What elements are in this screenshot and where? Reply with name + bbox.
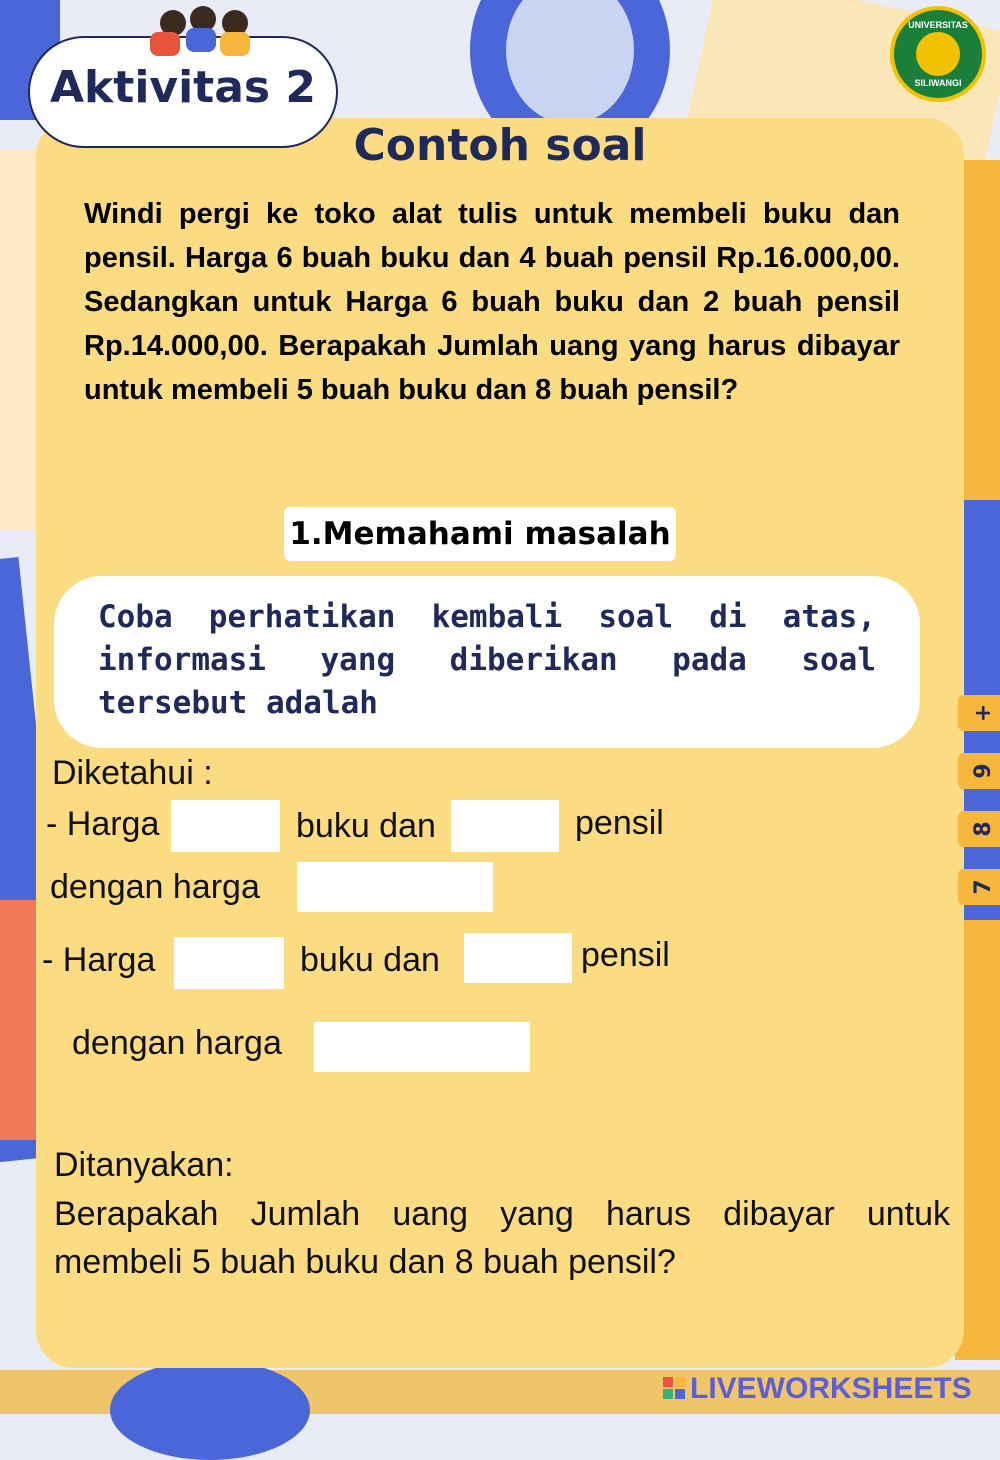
hint-text: Coba perhatikan kembali soal di atas, informasi yang diberikan pada soal tersebut adalah xyxy=(98,599,876,721)
step-label: 1.Memahami masalah xyxy=(284,507,676,561)
row2-pencils-input[interactable] xyxy=(464,933,572,983)
row1-pensil-label: pensil xyxy=(575,804,664,842)
watermark-text: LIVEWORKSHEETS xyxy=(690,1372,972,1405)
calculator-key: 9 xyxy=(958,753,1000,789)
row2-harga-label: - Harga xyxy=(42,941,156,979)
row2-buku-dan-label: buku dan xyxy=(300,941,440,979)
background-paper xyxy=(0,150,40,530)
logo-emblem-icon xyxy=(916,32,960,76)
background-ruler xyxy=(0,900,40,1140)
liveworksheets-logo-icon xyxy=(662,1376,686,1400)
university-logo xyxy=(890,6,986,102)
logo-text: SILIWANGI xyxy=(914,78,962,88)
row2-dengan-harga-label: dengan harga xyxy=(72,1024,282,1062)
calculator-key: 8 xyxy=(958,811,1000,847)
row1-harga-label: - Harga xyxy=(46,805,160,843)
activity-title: Aktivitas 2 xyxy=(49,62,317,113)
row1-books-input[interactable] xyxy=(171,800,280,852)
row2-books-input[interactable] xyxy=(174,937,284,989)
page-title: Contoh soal xyxy=(353,120,647,171)
asked-question: Berapakah Jumlah uang yang harus dibayar untuk membeli 5 buah buku dan 8 buah pensil? xyxy=(54,1195,950,1281)
background-protractor xyxy=(110,1360,310,1460)
hint-box xyxy=(54,576,920,748)
calculator-key: 7 xyxy=(958,869,1000,905)
row2-price-input[interactable] xyxy=(314,1022,530,1072)
row1-pencils-input[interactable] xyxy=(451,800,559,852)
row1-buku-dan-label: buku dan xyxy=(296,807,436,845)
row1-dengan-harga-label: dengan harga xyxy=(50,868,260,906)
asked-label: Ditanyakan: xyxy=(54,1146,234,1184)
row2-pensil-label: pensil xyxy=(581,936,670,974)
problem-text: Windi pergi ke toko alat tulis untuk membeli buku dan pensil. Harga 6 buah buku dan 4 buah pensil Rp.16.000,00. Sedangkan untuk Harga 6 buah buku dan 2 buah pensil Rp.14.000,00. Berapakah Jumlah uang yang harus dibayar untuk membeli 5 buah buku dan 8 buah pensil? xyxy=(84,198,900,406)
children-illustration-icon xyxy=(140,4,260,60)
logo-text: UNIVERSITAS xyxy=(908,20,968,30)
row1-price-input[interactable] xyxy=(297,862,493,912)
calculator-key: + xyxy=(958,695,1000,731)
calculator-keys xyxy=(965,688,1000,928)
known-label: Diketahui : xyxy=(52,754,213,792)
